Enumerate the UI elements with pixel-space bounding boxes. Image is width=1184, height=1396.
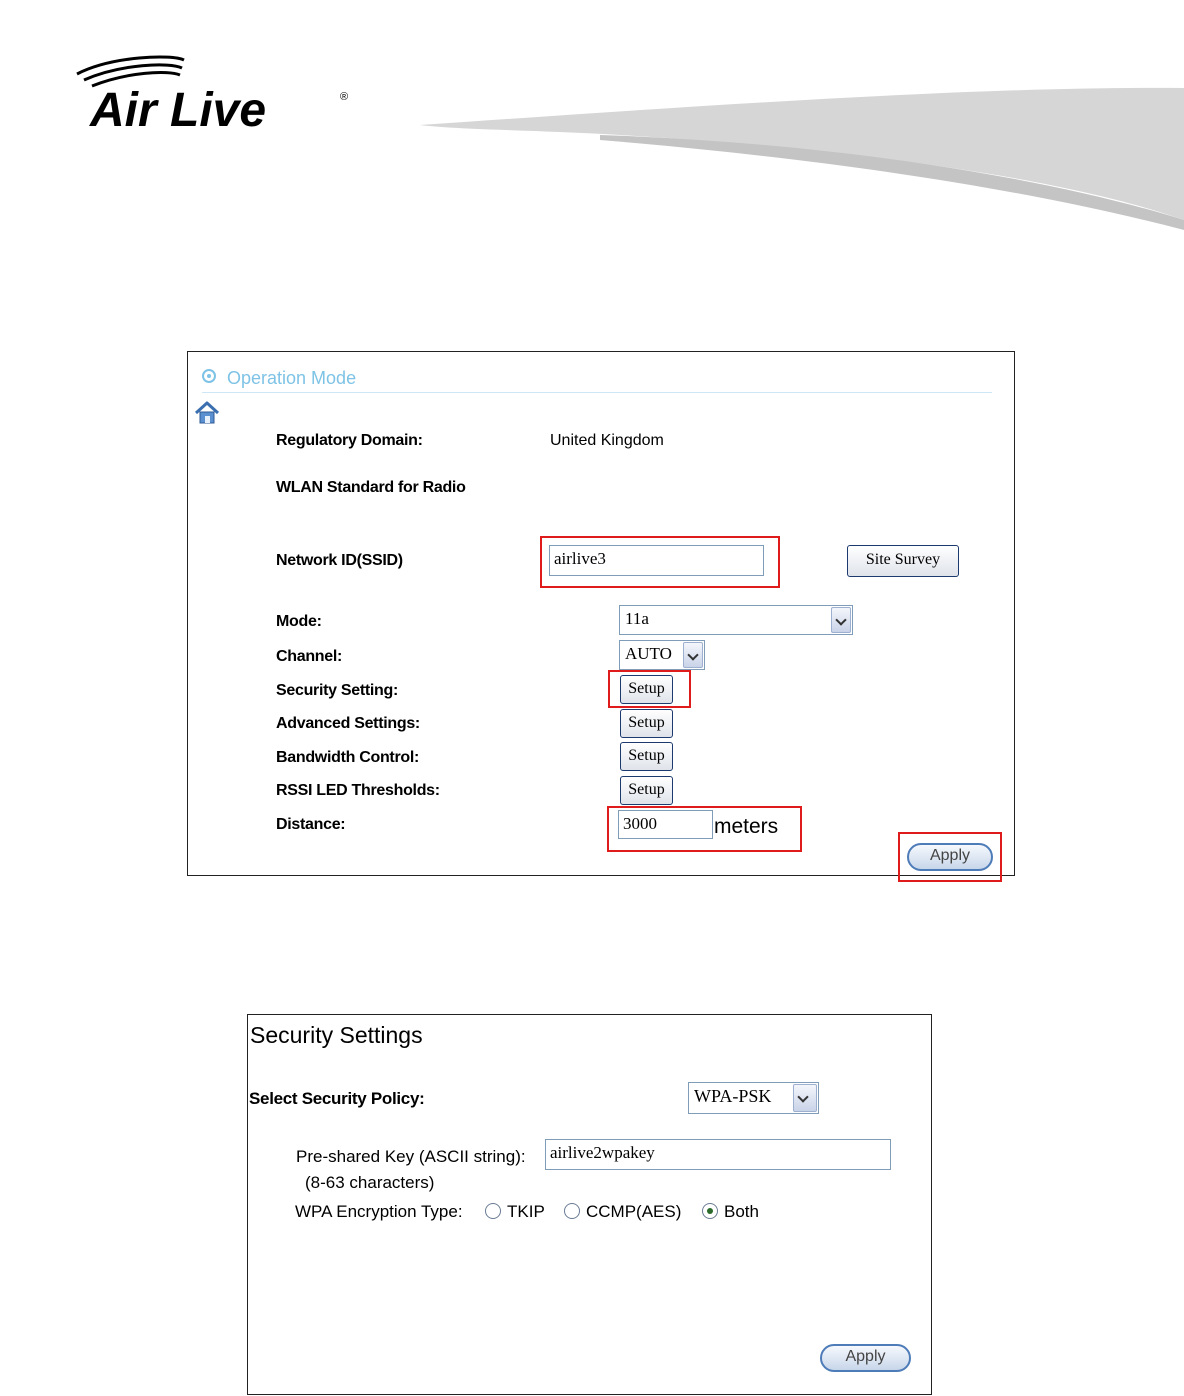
ssid-input[interactable]: airlive3	[549, 545, 764, 576]
operation-mode-title: Operation Mode	[227, 368, 357, 388]
home-icon[interactable]	[194, 400, 220, 426]
advanced-settings-label: Advanced Settings:	[276, 715, 420, 732]
distance-label: Distance:	[276, 816, 346, 833]
security-setting-label: Security Setting:	[276, 682, 399, 699]
security-settings-panel	[247, 1014, 932, 1395]
ssid-label: Network ID(SSID)	[276, 552, 403, 569]
radio-tkip-label: TKIP	[507, 1202, 545, 1221]
security-policy-value: WPA-PSK	[694, 1086, 772, 1106]
channel-select[interactable]	[619, 640, 705, 670]
radio-tkip[interactable]	[485, 1203, 501, 1219]
regulatory-domain-value: United Kingdom	[550, 432, 664, 449]
chevron-down-icon[interactable]	[831, 607, 851, 633]
chevron-down-icon[interactable]	[683, 642, 703, 668]
title-divider	[202, 392, 992, 393]
mode-label: Mode:	[276, 613, 322, 630]
airlive-logo	[72, 52, 362, 142]
operation-mode-panel	[187, 351, 1015, 876]
chevron-down-icon[interactable]	[793, 1084, 817, 1112]
radio-both-label: Both	[724, 1202, 759, 1221]
channel-label: Channel:	[276, 648, 343, 665]
radio-ccmp[interactable]	[564, 1203, 580, 1219]
channel-select-value: AUTO	[625, 644, 672, 663]
wlan-standard-label: WLAN Standard for Radio	[276, 479, 466, 496]
wpa-encryption-label: WPA Encryption Type:	[295, 1202, 463, 1221]
bandwidth-setup-button[interactable]: Setup	[620, 742, 673, 771]
regulatory-domain-label: Regulatory Domain:	[276, 432, 423, 449]
radio-both[interactable]	[702, 1203, 718, 1219]
security-apply-button[interactable]: Apply	[820, 1344, 911, 1372]
psk-input[interactable]: airlive2wpakey	[545, 1139, 891, 1170]
mode-select-value: 11a	[625, 609, 649, 628]
bandwidth-control-label: Bandwidth Control:	[276, 749, 420, 766]
security-policy-select[interactable]	[688, 1082, 819, 1114]
logo-text: Air Live	[90, 84, 267, 137]
security-policy-label: Select Security Policy:	[249, 1089, 425, 1108]
site-survey-button[interactable]: Site Survey	[847, 545, 959, 577]
rssi-setup-button[interactable]: Setup	[620, 776, 673, 805]
header-swoosh	[420, 80, 1184, 230]
security-settings-title: Security Settings	[250, 1022, 423, 1048]
radio-ccmp-label: CCMP(AES)	[586, 1202, 682, 1221]
apply-button[interactable]: Apply	[907, 843, 993, 871]
advanced-setup-button[interactable]: Setup	[620, 709, 673, 738]
mode-select[interactable]	[619, 605, 853, 635]
distance-input[interactable]: 3000	[618, 810, 713, 839]
distance-unit: meters	[714, 815, 779, 838]
section-bullet-icon	[202, 369, 216, 383]
svg-text:®: ®	[340, 91, 349, 103]
psk-hint: (8-63 characters)	[305, 1173, 435, 1192]
rssi-led-label: RSSI LED Thresholds:	[276, 782, 440, 799]
psk-label: Pre-shared Key (ASCII string):	[296, 1147, 526, 1166]
security-setup-button[interactable]: Setup	[620, 675, 673, 704]
